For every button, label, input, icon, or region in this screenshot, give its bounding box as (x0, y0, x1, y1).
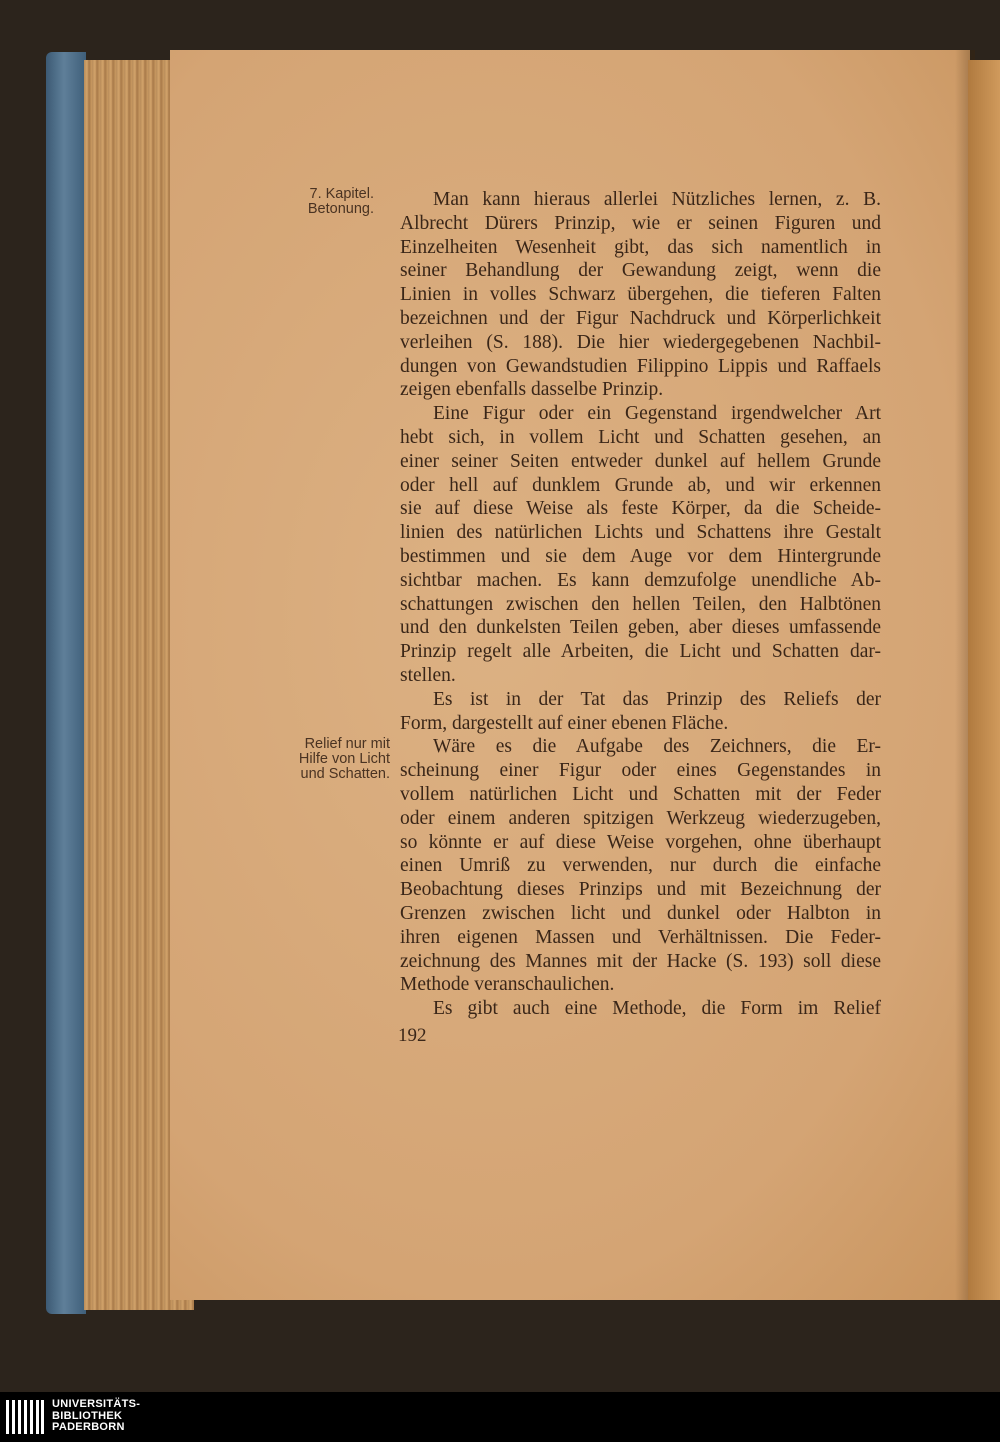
text-line: und den dunkelsten Teilen geben, aber dieses umfassende (400, 617, 881, 639)
text-line: Albrecht Dürers Prinzip, wie er seinen Figuren und (400, 212, 881, 234)
text-line: Grenzen zwischen licht und dunkel oder Halbton in (400, 902, 881, 924)
margin-note-chapter (262, 187, 374, 217)
text-line: scheinung einer Figur oder eines Gegenstandes in (400, 760, 881, 782)
text-line: Methode veranschaulichen. (400, 974, 615, 996)
text-line: Form, dargestellt auf einer ebenen Fläche. (400, 712, 729, 734)
text-line: einer seiner Seiten entweder dunkel auf hellem Grunde (400, 450, 881, 472)
text-line: so könnte er auf diese Weise vorgehen, ohne überhaupt (400, 831, 881, 853)
text-line: Prinzip regelt alle Arbeiten, die Licht und Schatten dar- (400, 641, 881, 663)
text-line: hebt sich, in vollem Licht und Schatten gesehen, an (400, 426, 881, 448)
margin-note-line: 7. Kapitel. (309, 186, 374, 202)
body-text (400, 188, 881, 1021)
text-line: oder einem anderen spitzigen Werkzeug wiederzugeben, (400, 807, 881, 829)
margin-note-line: Hilfe von Licht (298, 751, 390, 767)
text-line: Es ist in der Tat das Prinzip des Reliefs der (433, 688, 881, 710)
margin-note-line: Betonung. (307, 201, 374, 217)
text-line: bestimmen und sie dem Auge vor dem Hintergrunde (400, 545, 881, 567)
text-line: bezeichnen und der Figur Nachdruck und Körperlichkeit (400, 307, 881, 329)
margin-note-line: Relief nur mit (304, 736, 390, 752)
text-line: seiner Behandlung der Gewandung zeigt, wenn die (400, 260, 881, 282)
text-line: linien des natürlichen Lichts und Schattens ihre Gestalt (400, 522, 881, 544)
text-line: Man kann hieraus allerlei Nützliches lernen, z. B. (433, 189, 881, 210)
text-line: zeigen ebenfalls dasselbe Prinzip. (400, 379, 664, 401)
margin-note-line: und Schatten. (300, 766, 390, 782)
book-cover-spine (46, 52, 86, 1314)
footer-bar (0, 1392, 1000, 1442)
text-line: vollem natürlichen Licht und Schatten mit der Feder (400, 783, 881, 805)
library-logo-text (52, 1399, 140, 1434)
text-line: verleihen (S. 188). Die hier wiedergegebenen Nachbil- (400, 331, 881, 353)
text-line: schattungen zwischen den hellen Teilen, den Halbtönen (400, 593, 881, 615)
text-line: stellen. (400, 664, 456, 686)
text-line: sichtbar machen. Es kann demzufolge unendliche Ab- (400, 569, 881, 591)
facing-page-edge (968, 60, 1000, 1300)
text-line: Linien in volles Schwarz übergehen, die tieferen Falten (400, 284, 881, 306)
page-number: 192 (398, 1025, 427, 1046)
text-line: sie auf diese Weise als feste Körper, da die Scheide- (400, 498, 881, 520)
library-barcode-icon (6, 1400, 44, 1434)
text-line: ihren eigenen Massen und Verhältnissen. Die Feder- (400, 926, 881, 948)
text-line: Eine Figur oder ein Gegenstand irgendwelcher Art (433, 403, 881, 425)
text-line: Beobachtung dieses Prinzips und mit Bezeichnung der (400, 879, 881, 901)
text-line: Es gibt auch eine Methode, die Form im Relief (433, 998, 881, 1020)
logo-line: BIBLIOTHEK (52, 1409, 123, 1422)
logo-line: UNIVERSITÄTS- (52, 1398, 141, 1410)
text-line: einen Umriß zu verwenden, nur durch die einfache (400, 855, 881, 877)
text-line: oder hell auf dunklem Grunde ab, und wir erkennen (400, 474, 881, 496)
text-line: Einzelheiten Wesenheit gibt, das sich namentlich in (400, 236, 881, 258)
text-line: Wäre es die Aufgabe des Zeichners, die Er- (433, 736, 881, 758)
text-line: dungen von Gewandstudien Filippino Lippis und Raffaels (400, 355, 881, 377)
margin-note-relief (262, 737, 390, 782)
text-line: zeichnung des Mannes mit der Hacke (S. 193) soll diese (400, 950, 881, 972)
logo-line: PADERBORN (52, 1421, 125, 1433)
